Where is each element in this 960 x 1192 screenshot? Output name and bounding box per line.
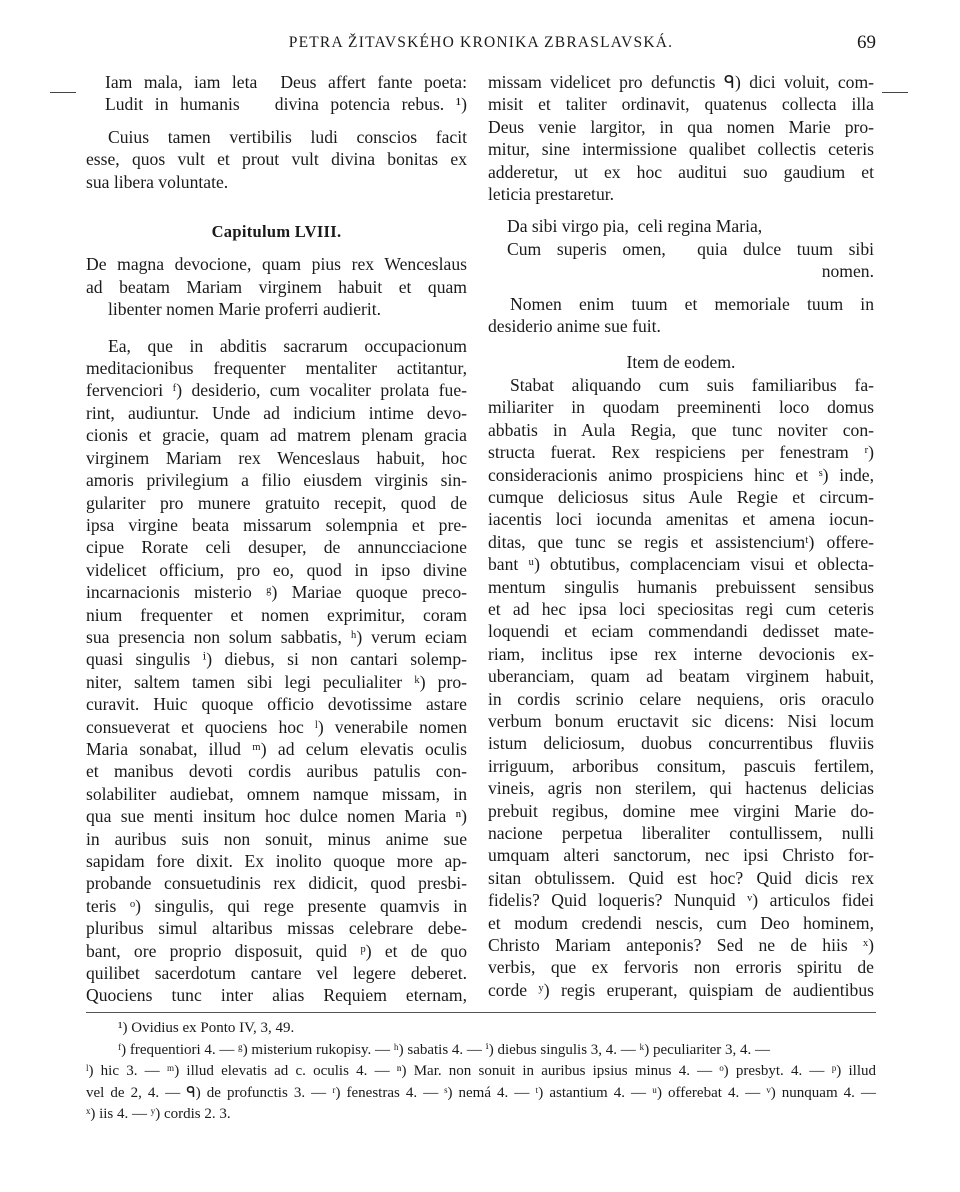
chapter-summary-line: libenter nomen Marie proferri audierit. [108, 299, 382, 320]
text-line: amoris privilegium a filio eiusdem virginis sin- [86, 470, 467, 491]
running-title: PETRA ŽITAVSKÉHO KRONIKA ZBRASLAVSKÁ. [288, 34, 674, 51]
footnote-line: vel de 2, 4. — ᑫ) de profunctis 3. — ʳ) fenestras 4. — ˢ) nemá 4. — ᵗ) astantium 4. — ᵘ) offerebat 4. — ᵛ) nunquam 4. — [86, 1084, 876, 1101]
text-line: curavit. Huic quoque officio devotissime astare [86, 694, 467, 715]
text-line: consideracionis animo prospiciens hinc et ˢ) inde, [488, 464, 874, 485]
text-line: nium frequenter et nomen exprimitur, coram [86, 604, 467, 625]
text-line: pluribus simul altaribus missas celebrare debe- [86, 918, 467, 939]
text-line: verbis, que ex fervoris non erroris spiritu de [488, 957, 874, 978]
text-line: teris ᵒ) singulis, qui rege presente quamvis in [86, 895, 467, 916]
text-line: iacentis loci iocunda amenitas et amena iocun- [488, 509, 874, 530]
text-line: rint, audiuntur. Unde ad indicium intime devo- [86, 402, 467, 423]
text-line: vineis, agris non sterilem, qui hactenus delicias [488, 778, 874, 799]
text-line: consueverat et quociens hoc ˡ) venerabile nomen [86, 716, 467, 737]
section-title: Item de eodem. [626, 352, 736, 373]
text-line: istum deliciosum, duobus concurrentibus fluviis [488, 733, 874, 754]
text-line: adderetur, ut ex hoc auditui suo gaudium et [488, 161, 874, 182]
text-line: et ad hec ipsa loci speciositas regi cum ceteris [488, 598, 874, 619]
verse-line: Cum superis omen, quia dulce tuum sibi [507, 238, 874, 259]
text-line: cumque deliciosus situs Aule Regie et circum- [488, 486, 874, 507]
text-line: nacione perpetua liberaliter contullissem, nulli [488, 823, 874, 843]
chapter-title: Capitulum LVIII. [211, 222, 342, 242]
text-line: sitan obtulissem. Quid est hoc? Quid dicis rex [488, 867, 874, 888]
verse-line: Ludit in humanis divina potencia rebus. ¹) [105, 94, 467, 115]
chapter-summary-line: De magna devocione, quam pius rex Wenceslaus [86, 254, 467, 275]
text-line: Quociens tunc inter alias Requiem eternam, [86, 985, 467, 1006]
text-line: et modum credendi nescis, cum Deo hominem, [488, 912, 874, 933]
page-header [86, 28, 876, 54]
verse-line: nomen. [821, 261, 874, 282]
text-line: qua sue menti insitum hoc dulce nomen Maria ⁿ) [86, 806, 467, 827]
text-line: cionis et gracie, quam ad matrem plenam gracia [86, 425, 467, 446]
text-line: et manibus devoti cordis auribus patulis con- [86, 761, 467, 782]
text-line: irriguum, arboribus consitum, pascuis fertilem, [488, 755, 874, 776]
right-margin-mark [882, 92, 908, 93]
verse-line: Iam mala, iam leta Deus affert fante poeta: [105, 72, 467, 92]
footnote-divider [86, 1012, 876, 1013]
text-line: quasi singulis ⁱ) diebus, si non cantari solemp- [86, 649, 467, 670]
text-line: Nomen enim tuum et memoriale tuum in [510, 293, 874, 314]
footnote-line: ˣ) iis 4. — ʸ) cordis 2. 3. [86, 1106, 231, 1122]
text-line: videlicet officium, pro eo, quod in ipso divine [86, 559, 467, 580]
text-line: misit et taliter ordinavit, quatenus collecta illa [488, 94, 874, 115]
text-line: Ea, que in abditis sacrarum occupacionum [108, 335, 467, 356]
text-line: Deus venie largitor, in qua nomen Marie pro- [488, 116, 874, 137]
text-line: uberanciam, quam ad beatam virginem habuit, [488, 666, 874, 687]
text-line: abbatis in Aula Regia, que tunc noviter con- [488, 419, 874, 440]
footnote-line: ˡ) hic 3. — ᵐ) illud elevatis ad c. oculis 4. — ⁿ) Mar. non sonuit in auribus ipsius minus 4. — ᵒ) presbyt. 4. — ᵖ) illud [86, 1063, 876, 1079]
text-line: Christo Mariam anteponis? Sed ne de hiis ˣ) [488, 935, 874, 956]
text-line: ipsa virgine beata missarum solempnia et pre- [86, 514, 467, 535]
text-line: meditacionibus frequenter mentaliter actitantur, [86, 358, 467, 379]
footnotes [86, 1018, 876, 1126]
left-column [86, 71, 467, 1007]
text-line: sapidam fore dixit. Ex inolito quoque more ap- [86, 851, 467, 871]
text-line: Cuius tamen vertibilis ludi conscios facit [108, 126, 467, 147]
text-line: corde ʸ) regis eruperant, quispiam de audientibus [488, 979, 874, 1000]
text-line: esse, quos vult et prout vult divina bonitas ex [86, 149, 467, 170]
text-line: structa fuerat. Rex respiciens per fenestram ʳ) [488, 442, 874, 463]
text-line: mentum singulis humanis prebuissent sensibus [488, 576, 874, 597]
text-line: loquendi et eciam commendandi dedisset mate- [488, 621, 874, 642]
text-line: incarnacionis misterio ᵍ) Mariae quoque preco- [86, 582, 467, 603]
left-margin-mark [50, 92, 76, 93]
text-line: missam videlicet pro defunctis ᑫ) dici voluit, com- [488, 72, 874, 92]
text-line: in auribus suis non sonuit, minus anime sue [86, 828, 467, 849]
text-line: leticia prestaretur. [488, 184, 615, 205]
text-line: sua presencia non solum sabbatis, ʰ) verum eciam [86, 626, 467, 647]
text-line: sua libera voluntate. [86, 171, 229, 192]
text-line: ditas, que tunc se regis et assistenciumᵗ) offere- [488, 531, 874, 552]
footnote-line: ᶠ) frequentiori 4. — ᵍ) misterium rukopisy. — ʰ) sabatis 4. — ⁱ) diebus singulis 3, 4. — ᵏ) peculiariter 3, 4. — [118, 1041, 771, 1058]
text-line: bant, ore proprio disposuit, quid ᵖ) et de quo [86, 940, 467, 961]
text-line: bant ᵘ) obtutibus, complacenciam visui et oblecta- [488, 554, 874, 575]
text-line: solabiliter audiebat, omnem namque missam, in [86, 783, 467, 804]
text-line: gulariter pro munere gratuito recepit, quod de [86, 492, 467, 513]
text-line: quilibet sacerdotum cantare vel legere deberet. [86, 963, 467, 984]
text-line: verbum bonum eructavit sic dicens: Nisi locum [488, 710, 874, 731]
text-line: fidelis? Quid loqueris? Nunquid ᵛ) articulos fidei [488, 890, 874, 911]
verse-line: Da sibi virgo pia, celi regina Maria, [507, 216, 763, 237]
text-line: probande consuetudinis rex didicit, quod presbi- [86, 873, 467, 894]
footnote-line: ¹) Ovidius ex Ponto IV, 3, 49. [118, 1020, 295, 1036]
page-number: 69 [857, 32, 876, 53]
text-line: Maria sonabat, illud ᵐ) ad celum elevatis oculis [86, 738, 467, 759]
text-line: Stabat aliquando cum suis familiaribus fa- [510, 374, 874, 395]
text-line: cipue Rorate celi desuper, de annuncciacione [86, 537, 467, 558]
text-line: niter, saltem tamen sibi legi peculialiter ᵏ) pro- [86, 671, 467, 692]
right-column [488, 71, 874, 1001]
text-line: desiderio anime sue fuit. [488, 316, 661, 337]
text-line: mitur, sine intermissione qualibet collectis ceteris [488, 139, 874, 160]
text-line: fervenciori ᶠ) desiderio, cum vocaliter prolata fue- [86, 380, 467, 401]
text-line: in cordis scrinio celare nequiens, oris oraculo [488, 688, 874, 709]
text-line: miliariter in quodam preeminenti loco domus [488, 397, 874, 418]
chapter-summary-line: ad beatam Mariam virginem habuit et quam [86, 276, 467, 297]
text-line: umquam alteri sanctorum, nec ipsi Christo for- [488, 845, 874, 866]
text-line: riam, inclitus ipse rex interne devocionis ex- [488, 643, 874, 664]
text-line: prebuit regibus, domine mee virgini Marie do- [488, 800, 874, 821]
text-line: virginem Mariam rex Wenceslaus habuit, hoc [86, 447, 467, 468]
